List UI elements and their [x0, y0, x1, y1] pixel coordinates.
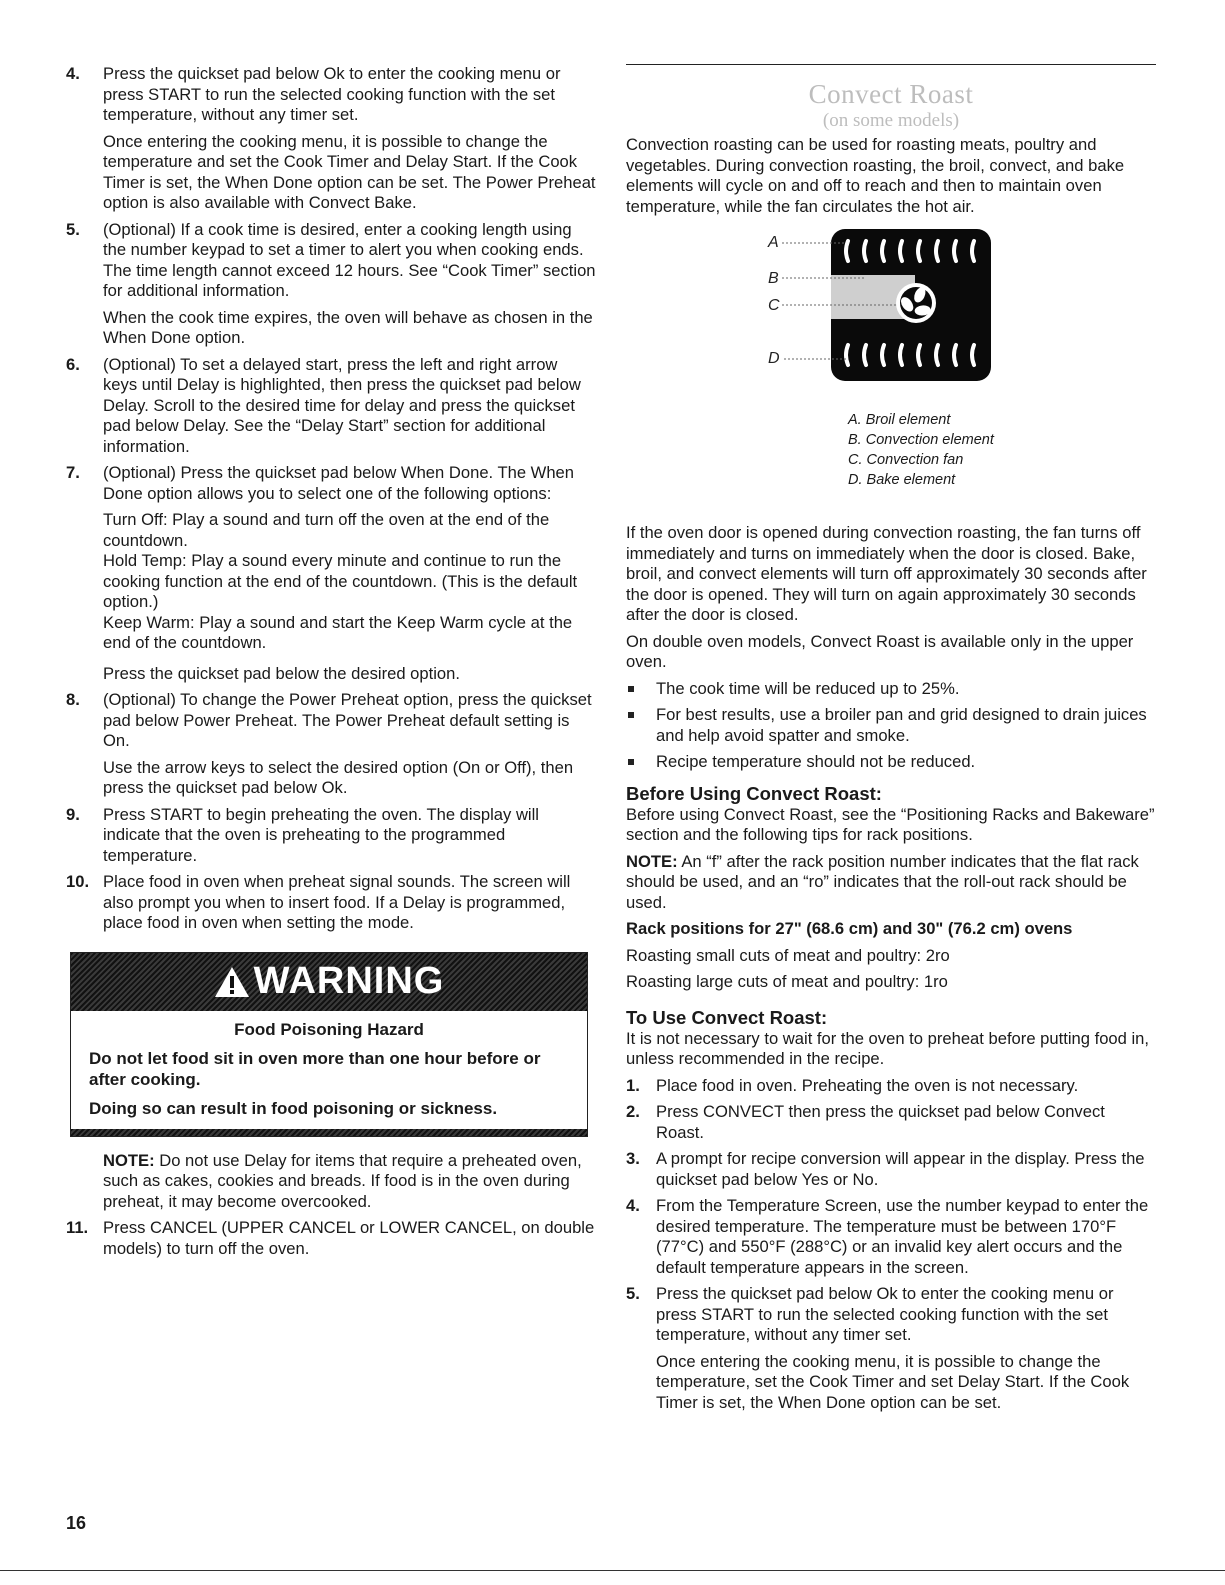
- item-number: 7.: [66, 463, 80, 482]
- warning-bottom-bar: [71, 1129, 587, 1136]
- item-number: 8.: [66, 690, 80, 709]
- bullet-text: For best results, use a broiler pan and grid designed to drain juices and help avoid spatter and smoke.: [656, 705, 1147, 745]
- before-using-header: Before Using Convect Roast:: [626, 782, 882, 804]
- step-text: Press CONVECT then press the quickset pad below Convect Roast.: [656, 1102, 1105, 1142]
- double-oven-paragraph: On double oven models, Convect Roast is available only in the upper oven.: [626, 631, 1134, 671]
- warning-heading: [214, 960, 445, 1003]
- caption-d: D. Bake element: [848, 472, 956, 488]
- diagram-label-c: C: [768, 297, 780, 314]
- step-number: 5.: [626, 1284, 640, 1303]
- note-label: NOTE:: [103, 1150, 155, 1170]
- item-number: 10.: [66, 872, 90, 891]
- option-turn-off: Turn Off: Play a sound and turn off the oven at the end of the countdown.: [103, 510, 550, 550]
- bullet-icon: [628, 759, 634, 765]
- item-number: 6.: [66, 354, 80, 374]
- warning-line-2: Doing so can result in food poisoning or sickness.: [89, 1098, 498, 1118]
- step-text: From the Temperature Screen, use the number keypad to enter the desired temperature. The temperature must be between 170°F (77°C) and 550°F (288°C) or an invalid key alert occurs and the default temperature appears in the screen.: [656, 1196, 1149, 1277]
- step-number: 2.: [626, 1102, 640, 1121]
- oven-diagram: [626, 223, 1156, 523]
- step-text: A prompt for recipe conversion will appear in the display. Press the quickset pad below Yes or No.: [656, 1149, 1145, 1189]
- step-text: Press the quickset pad below Ok to enter the cooking menu or press START to run the selected cooking function with the set temperature, without any timer set.: [656, 1284, 1114, 1344]
- bullet-text: Recipe temperature should not be reduced.: [656, 752, 976, 771]
- item-text: Press START to begin preheating the oven. The display will indicate that the oven is preheating to the programmed temperature.: [103, 804, 539, 865]
- warning-box: [70, 952, 588, 1137]
- item-number: 4.: [66, 64, 80, 83]
- note-text: An “f” after the rack position number indicates that the flat rack should be used, and an “ro” indicates that the roll-out rack should be used.: [626, 851, 1139, 912]
- left-column: [66, 64, 596, 1265]
- section-subtitle: (on some models): [822, 110, 960, 131]
- step-number: 3.: [626, 1149, 640, 1168]
- intro-paragraph: Convection roasting can be used for roasting meats, poultry and vegetables. During convection roasting, the broil, convect, and bake elements will cycle on and off to reach and then to maintain oven temperature, while the fan circulates the hot air.: [626, 135, 1125, 216]
- delay-note: [66, 1151, 596, 1213]
- bullet-item: [626, 705, 1156, 746]
- rack-note: [626, 852, 1156, 914]
- bullet-text: The cook time will be reduced up to 25%.: [656, 678, 960, 698]
- item-text: (Optional) To set a delayed start, press the left and right arrow keys until Delay is highlighted, then press the quickset pad below Delay. Scroll to the desired time for delay and press the quickset pad below Delay. See the “Delay Start” section for additional information.: [103, 354, 581, 456]
- item-text: Place food in oven when preheat signal sounds. The screen will also prompt you when to insert food. If a Delay is programmed, place food in oven when setting the mode.: [103, 872, 571, 932]
- list-item-7: [66, 463, 596, 684]
- item-text: (Optional) Press the quickset pad below When Done. The When Done option allows you to select one of the following options:: [103, 463, 575, 503]
- warning-word: WARNING: [253, 960, 445, 1003]
- list-item-11: [66, 1218, 596, 1259]
- section-rule: [626, 64, 1156, 65]
- item-text: Press the quickset pad below the desired option.: [103, 663, 460, 683]
- rack-positions-header: Rack positions for 27" (68.6 cm) and 30" (76.2 cm) ovens: [626, 919, 1073, 938]
- item-text: Press CANCEL (UPPER CANCEL or LOWER CANCEL, on double models) to turn off the oven.: [103, 1218, 595, 1258]
- step-number: 1.: [626, 1075, 640, 1095]
- list-item-8: [66, 690, 596, 799]
- bullet-item: [626, 752, 1156, 773]
- warning-hazard: Food Poisoning Hazard: [234, 1019, 424, 1039]
- bullet-item: [626, 679, 1156, 700]
- warning-body: [71, 1011, 587, 1129]
- note-text: Do not use Delay for items that require a preheated oven, such as cakes, cookies and breads. If food is in the oven during preheat, it may become overcooked.: [103, 1150, 582, 1211]
- page-number: 16: [66, 1513, 87, 1533]
- caption-c: C. Convection fan: [848, 452, 964, 468]
- list-item-6: [66, 355, 596, 458]
- warning-banner: [71, 953, 587, 1011]
- list-item-9: [66, 805, 596, 867]
- list-item-5: [66, 220, 596, 349]
- diagram-label-d: D: [768, 350, 780, 367]
- item-text: Once entering the cooking menu, it is possible to change the temperature and set the Cook Timer and Delay Start. If the Cook Timer is set, the When Done option can be set. The Power Preheat option is also available with Convect Bake.: [103, 131, 596, 212]
- step-2: [626, 1102, 1156, 1143]
- caption-a: A. Broil element: [848, 412, 951, 428]
- oven-elements-diagram: [766, 223, 996, 393]
- item-text: Use the arrow keys to select the desired option (On or Off), then press the quickset pad below Ok.: [103, 757, 574, 797]
- option-hold-temp: Hold Temp: Play a sound every minute and continue to run the cooking function at the end of the countdown. (This is the default option.): [103, 551, 578, 611]
- item-text: Press the quickset pad below Ok to enter the cooking menu or press START to run the selected cooking function with the set temperature, without any timer set.: [103, 64, 561, 124]
- step-1: [626, 1076, 1156, 1097]
- diagram-label-b: B: [768, 270, 779, 287]
- bullet-icon: [628, 712, 634, 718]
- step-number: 4.: [626, 1196, 640, 1215]
- warning-triangle-icon: [214, 966, 250, 998]
- note-label: NOTE:: [626, 851, 678, 871]
- diagram-label-a: A: [768, 234, 779, 251]
- step-text: Place food in oven. Preheating the oven is not necessary.: [656, 1075, 1079, 1095]
- item-text: (Optional) If a cook time is desired, enter a cooking length using the number keypad to set a timer to alert you when cooking ends. The time length cannot exceed 12 hours. See “Cook Timer” section for additional information.: [103, 219, 596, 300]
- right-column: [626, 64, 1156, 1419]
- bullet-icon: [628, 686, 634, 692]
- before-using-text: Before using Convect Roast, see the “Positioning Racks and Bakeware” section and the following tips for rack positions.: [626, 804, 1155, 844]
- door-paragraph: If the oven door is opened during convection roasting, the fan turns off immediately and turns on immediately when the door is closed. Bake, broil, and convect elements will turn off approximately 30 seconds after the door is opened. They will turn on again approximately 30 seconds after the door is closed.: [626, 523, 1147, 624]
- step-text: Once entering the cooking menu, it is possible to change the temperature, set the Cook Timer and set Delay Start. If the Cook Timer is set, the When Done option can be set.: [656, 1351, 1130, 1412]
- to-use-text: It is not necessary to wait for the oven to preheat before putting food in, unless recommended in the recipe.: [626, 1028, 1150, 1068]
- section-title: Convect Roast: [808, 79, 974, 109]
- item-number: 11.: [66, 1218, 89, 1237]
- to-use-header: To Use Convect Roast:: [626, 1006, 828, 1028]
- warning-line-1: Do not let food sit in oven more than one hour before or after cooking.: [89, 1048, 541, 1089]
- option-keep-warm: Keep Warm: Play a sound and start the Keep Warm cycle at the end of the countdown.: [103, 612, 573, 652]
- item-text: When the cook time expires, the oven will behave as chosen in the When Done option.: [103, 307, 593, 347]
- list-item-10: [66, 872, 596, 934]
- rack-small: Roasting small cuts of meat and poultry: 2ro: [626, 945, 950, 965]
- caption-b: B. Convection element: [848, 432, 994, 448]
- item-number: 9.: [66, 804, 80, 824]
- bottom-rule: [0, 1570, 1225, 1571]
- rack-large: Roasting large cuts of meat and poultry: 1ro: [626, 972, 948, 991]
- item-text: (Optional) To change the Power Preheat option, press the quickset pad below Power Preheat. The Power Preheat default setting is On.: [103, 690, 592, 750]
- step-3: [626, 1149, 1156, 1190]
- list-item-4: [66, 64, 596, 214]
- step-5: [626, 1284, 1156, 1413]
- item-number: 5.: [66, 219, 80, 239]
- step-4: [626, 1196, 1156, 1278]
